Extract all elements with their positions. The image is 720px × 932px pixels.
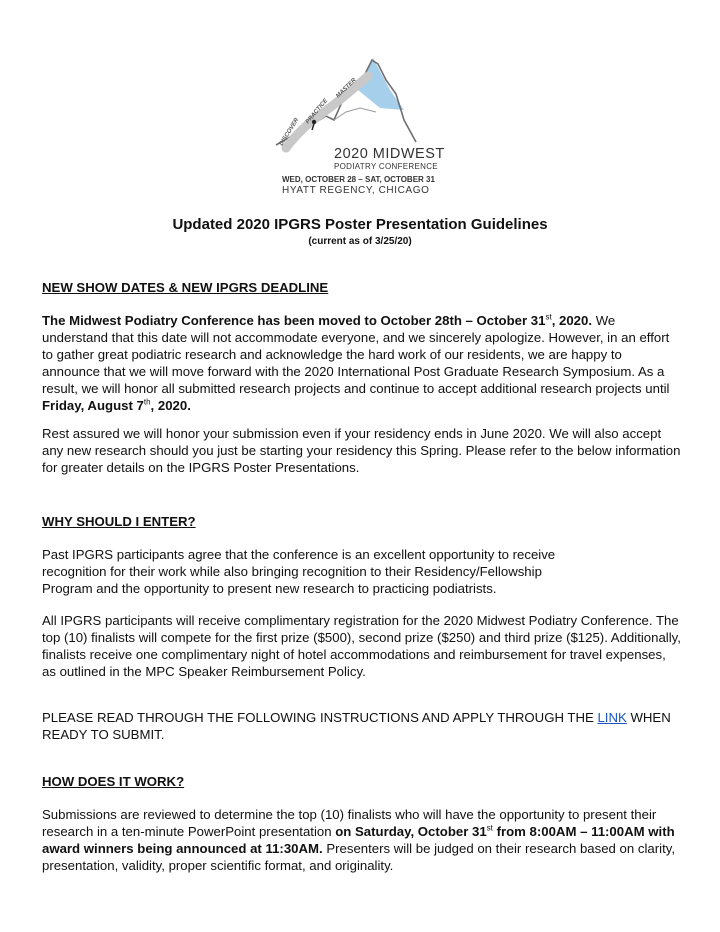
conference-logo: [268, 50, 458, 200]
logo-line-conference: PODIATRY CONFERENCE: [334, 162, 438, 171]
page-title: Updated 2020 IPGRS Poster Presentation Guidelines: [172, 216, 548, 233]
bold-presentation-time: from 8:00AM – 11:00AM with award winners being announced at 11:30AM.: [42, 824, 675, 856]
sup-th: th: [143, 397, 151, 407]
text-apply-suffix: WHEN READY TO SUBMIT.: [42, 710, 671, 742]
ribbon-word-master: MASTER: [335, 77, 358, 100]
logo-line-year: 2020 MIDWEST: [334, 146, 445, 162]
paragraph-past-participants: Past IPGRS participants agree that the conference is an excellent opportunity to receive recognition for their work while also bringing recognition to their Residency/Fellowship Program and the opportunity to present new research to practicing podiatrists.: [42, 547, 556, 596]
section-heading-how-it-works: HOW DOES IT WORK?: [42, 774, 185, 789]
text-submissions: Submissions are reviewed to determine the top (10) finalists who will have the opportunity to present their research in a ten-minute PowerPoint presentation: [42, 807, 657, 839]
ribbon-word-discover: DISCOVER: [278, 117, 301, 148]
section-heading-why-enter: WHY SHOULD I ENTER?: [42, 514, 196, 529]
bold-year: , 2020.: [551, 313, 593, 328]
apply-link[interactable]: LINK: [597, 710, 627, 725]
page-subtitle: (current as of 3/25/20): [308, 236, 412, 247]
paragraph-new-dates: [42, 312, 682, 414]
ribbon-word-practice: PRACTICE: [304, 97, 330, 126]
sup-st: st: [545, 312, 552, 322]
logo-line-dates: WED, OCTOBER 28 – SAT, OCTOBER 31: [282, 175, 435, 184]
text-apply-instructions: PLEASE READ THROUGH THE FOLLOWING INSTRUCTIONS AND APPLY THROUGH THE: [42, 710, 598, 725]
bold-moved-dates: The Midwest Podiatry Conference has been moved to October 28th – October 31: [42, 313, 546, 328]
paragraph-rest-assured: Rest assured we will honor your submission even if your residency ends in June 2020. We will also accept any new research should you just be starting your residency this Spring. Please refer to the below information for greater details on the IPGRS Poster Presentations.: [42, 426, 681, 475]
paragraph-apply: [42, 709, 682, 743]
sup-st-2: st: [486, 823, 493, 833]
bold-deadline-year: , 2020.: [150, 398, 191, 413]
bold-presentation-date: on Saturday, October 31: [335, 824, 487, 839]
bold-deadline: Friday, August 7: [42, 398, 144, 413]
text-apology: We understand that this date will not accommodate everyone, and we sincerely apologize. However, in an effort to gather great podiatric research and acknowledge the hard work of our residents, we are happy to announce that we will move forward with the 2020 International Post Graduate Research Symposium. As a result, we will honor all submitted research projects and continue to accept additional research projects until: [42, 313, 670, 396]
section-heading-new-dates: NEW SHOW DATES & NEW IPGRS DEADLINE: [42, 280, 329, 295]
paragraph-how-it-works: [42, 806, 682, 874]
paragraph-prizes: All IPGRS participants will receive complimentary registration for the 2020 Midwest Podiatry Conference. The top (10) finalists will compete for the first prize ($500), second prize ($250) and third prize ($125). Additionally, finalists receive one complimentary night of hotel accommodations and reimbursement for travel expenses, as outlined in the MPC Speaker Reimbursement Policy.: [42, 613, 681, 679]
logo-line-venue: HYATT REGENCY, CHICAGO: [282, 185, 430, 196]
text-judging: Presenters will be judged on their research based on clarity, presentation, validity, proper scientific format, and originality.: [42, 841, 676, 873]
